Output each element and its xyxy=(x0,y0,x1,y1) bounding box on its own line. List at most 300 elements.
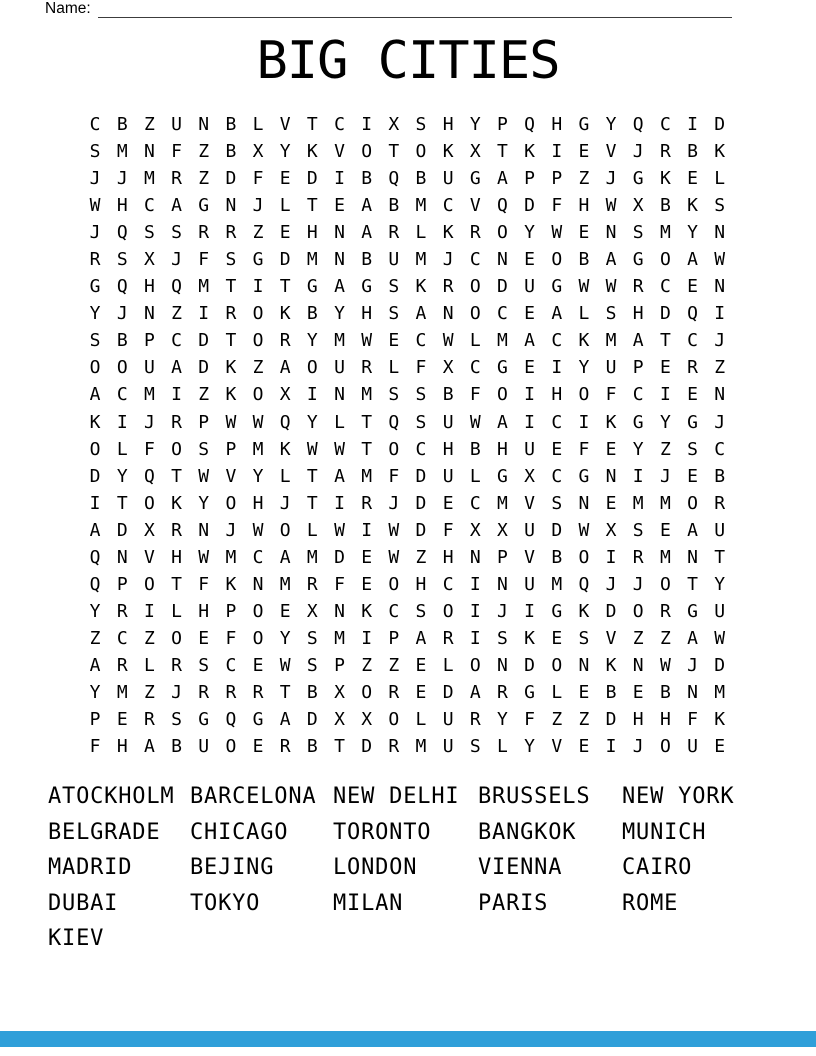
grid-letter[interactable]: Z xyxy=(252,357,264,379)
grid-letter[interactable]: A xyxy=(89,384,101,406)
grid-letter[interactable]: Z xyxy=(388,654,400,676)
grid-letter[interactable]: S xyxy=(171,222,182,244)
grid-letter[interactable]: V xyxy=(551,736,563,758)
grid-letter[interactable]: O xyxy=(388,438,400,460)
grid-letter[interactable]: A xyxy=(687,519,698,541)
grid-letter[interactable]: S xyxy=(415,114,427,135)
grid-letter[interactable]: S xyxy=(143,222,155,244)
grid-letter[interactable]: O xyxy=(171,627,182,649)
grid-letter[interactable]: U xyxy=(442,168,454,190)
grid-letter[interactable]: E xyxy=(551,627,563,649)
grid-letter[interactable]: C xyxy=(442,195,454,217)
grid-letter[interactable]: K xyxy=(714,709,726,731)
grid-letter[interactable]: M xyxy=(143,384,155,406)
grid-letter[interactable]: Y xyxy=(116,465,128,487)
grid-letter[interactable]: K xyxy=(306,141,318,163)
grid-letter[interactable]: P xyxy=(116,573,128,595)
grid-letter[interactable]: A xyxy=(361,222,373,244)
word-list-item[interactable]: BANGKOK xyxy=(478,819,577,845)
grid-letter[interactable]: R xyxy=(279,736,291,758)
grid-letter[interactable]: O xyxy=(551,249,563,271)
grid-letter[interactable]: Z xyxy=(659,438,671,460)
grid-letter[interactable]: O xyxy=(469,654,481,676)
grid-letter[interactable]: C xyxy=(388,600,400,622)
grid-letter[interactable]: T xyxy=(306,114,318,135)
grid-letter[interactable]: K xyxy=(225,573,237,595)
grid-letter[interactable]: U xyxy=(524,438,535,460)
grid-letter[interactable]: E xyxy=(659,357,671,379)
grid-letter[interactable]: R xyxy=(306,573,318,595)
grid-letter[interactable]: L xyxy=(551,681,563,703)
grid-letter[interactable]: B xyxy=(714,465,726,487)
grid-letter[interactable]: L xyxy=(469,465,481,487)
grid-letter[interactable]: C xyxy=(171,330,182,352)
grid-letter[interactable]: K xyxy=(415,276,427,298)
grid-letter[interactable]: B xyxy=(225,114,237,135)
grid-letter[interactable]: I xyxy=(524,411,535,433)
grid-letter[interactable]: I xyxy=(252,276,264,298)
grid-letter[interactable]: R xyxy=(659,141,671,163)
word-list-item[interactable]: LONDON xyxy=(333,855,418,881)
grid-letter[interactable]: F xyxy=(171,141,182,163)
grid-letter[interactable]: B xyxy=(171,736,182,758)
grid-letter[interactable]: W xyxy=(605,195,617,217)
grid-letter[interactable]: N xyxy=(714,222,726,244)
grid-letter[interactable]: L xyxy=(334,411,345,433)
grid-letter[interactable]: E xyxy=(687,168,698,190)
grid-letter[interactable]: C xyxy=(334,114,345,135)
grid-letter[interactable]: N xyxy=(497,573,508,595)
grid-letter[interactable]: Y xyxy=(89,600,101,622)
grid-letter[interactable]: T xyxy=(687,573,698,595)
grid-letter[interactable]: K xyxy=(279,438,291,460)
grid-letter[interactable]: R xyxy=(659,600,671,622)
grid-letter[interactable]: T xyxy=(279,681,291,703)
grid-letter[interactable]: D xyxy=(89,465,101,487)
grid-letter[interactable]: I xyxy=(361,519,373,541)
grid-letter[interactable]: A xyxy=(89,519,101,541)
word-list-item[interactable]: TORONTO xyxy=(333,819,432,845)
grid-letter[interactable]: G xyxy=(578,465,590,487)
grid-letter[interactable]: L xyxy=(415,222,427,244)
grid-letter[interactable]: V xyxy=(605,627,617,649)
grid-letter[interactable]: R xyxy=(361,357,373,379)
grid-letter[interactable]: H xyxy=(578,195,590,217)
grid-letter[interactable]: W xyxy=(551,222,563,244)
grid-letter[interactable]: N xyxy=(252,573,264,595)
grid-letter[interactable]: O xyxy=(252,600,264,622)
grid-letter[interactable]: E xyxy=(334,195,345,217)
grid-letter[interactable]: O xyxy=(252,627,264,649)
grid-letter[interactable]: E xyxy=(687,465,698,487)
grid-letter[interactable]: L xyxy=(279,195,291,217)
grid-letter[interactable]: F xyxy=(442,519,454,541)
grid-letter[interactable]: S xyxy=(388,384,400,406)
grid-letter[interactable]: M xyxy=(415,195,427,217)
grid-letter[interactable]: K xyxy=(524,141,535,163)
grid-letter[interactable]: E xyxy=(578,681,590,703)
grid-letter[interactable]: X xyxy=(143,249,155,271)
grid-letter[interactable]: W xyxy=(469,411,481,433)
grid-letter[interactable]: J xyxy=(143,411,155,433)
grid-letter[interactable]: H xyxy=(116,195,128,217)
grid-letter[interactable]: R xyxy=(252,681,264,703)
grid-letter[interactable]: L xyxy=(442,654,454,676)
name-blank-line[interactable] xyxy=(98,1,732,18)
grid-letter[interactable]: V xyxy=(279,114,291,135)
grid-letter[interactable]: J xyxy=(116,303,128,325)
grid-letter[interactable]: L xyxy=(497,736,508,758)
grid-letter[interactable]: K xyxy=(89,411,101,433)
grid-letter[interactable]: J xyxy=(171,249,182,271)
grid-letter[interactable]: F xyxy=(578,438,590,460)
grid-letter[interactable]: O xyxy=(361,681,373,703)
grid-letter[interactable]: M xyxy=(497,330,508,352)
grid-letter[interactable]: S xyxy=(388,276,400,298)
grid-letter[interactable]: Q xyxy=(116,222,128,244)
grid-letter[interactable]: Q xyxy=(89,546,101,568)
grid-letter[interactable]: W xyxy=(578,519,590,541)
grid-letter[interactable]: B xyxy=(578,249,590,271)
grid-letter[interactable]: I xyxy=(524,600,535,622)
grid-letter[interactable]: C xyxy=(143,195,155,217)
grid-letter[interactable]: C xyxy=(415,438,427,460)
grid-letter[interactable]: E xyxy=(578,736,590,758)
grid-letter[interactable]: V xyxy=(469,195,481,217)
grid-letter[interactable]: J xyxy=(605,168,617,190)
grid-letter[interactable]: T xyxy=(388,141,400,163)
grid-letter[interactable]: B xyxy=(361,249,373,271)
grid-letter[interactable]: I xyxy=(659,384,671,406)
grid-letter[interactable]: J xyxy=(714,411,726,433)
grid-letter[interactable]: O xyxy=(279,519,291,541)
grid-letter[interactable]: Q xyxy=(89,573,101,595)
grid-letter[interactable]: H xyxy=(442,438,454,460)
grid-letter[interactable]: D xyxy=(198,330,210,352)
grid-letter[interactable]: U xyxy=(524,519,535,541)
grid-letter[interactable]: C xyxy=(659,276,671,298)
grid-letter[interactable]: O xyxy=(442,600,454,622)
grid-letter[interactable]: Y xyxy=(89,303,101,325)
grid-letter[interactable]: Y xyxy=(578,357,590,379)
grid-letter[interactable]: N xyxy=(334,600,345,622)
grid-letter[interactable]: R xyxy=(143,709,155,731)
grid-letter[interactable]: I xyxy=(605,546,617,568)
grid-letter[interactable]: G xyxy=(578,114,590,135)
grid-letter[interactable]: N xyxy=(116,546,128,568)
grid-letter[interactable]: K xyxy=(605,654,617,676)
grid-letter[interactable]: Z xyxy=(198,384,210,406)
grid-letter[interactable]: D xyxy=(497,276,508,298)
grid-letter[interactable]: O xyxy=(252,303,264,325)
word-list-item[interactable]: BEJING xyxy=(190,855,275,881)
grid-letter[interactable]: S xyxy=(89,330,101,352)
grid-letter[interactable]: A xyxy=(687,627,698,649)
grid-letter[interactable]: R xyxy=(171,519,182,541)
grid-letter[interactable]: U xyxy=(334,357,345,379)
grid-letter[interactable]: D xyxy=(306,709,318,731)
grid-letter[interactable]: L xyxy=(388,357,400,379)
grid-letter[interactable]: O xyxy=(659,573,671,595)
grid-letter[interactable]: R xyxy=(388,736,400,758)
grid-letter[interactable]: O xyxy=(306,357,318,379)
grid-letter[interactable]: F xyxy=(198,249,210,271)
grid-letter[interactable]: M xyxy=(252,438,264,460)
grid-letter[interactable]: Y xyxy=(632,438,644,460)
grid-letter[interactable]: X xyxy=(306,600,318,622)
grid-letter[interactable]: J xyxy=(632,141,644,163)
grid-letter[interactable]: B xyxy=(306,303,318,325)
grid-letter[interactable]: U xyxy=(687,736,698,758)
grid-letter[interactable]: K xyxy=(578,600,590,622)
grid-letter[interactable]: N xyxy=(497,249,508,271)
grid-letter[interactable]: Y xyxy=(306,411,318,433)
grid-letter[interactable]: X xyxy=(469,141,481,163)
grid-letter[interactable]: W xyxy=(361,330,373,352)
grid-letter[interactable]: E xyxy=(415,681,427,703)
grid-letter[interactable]: E xyxy=(605,438,617,460)
grid-letter[interactable]: I xyxy=(551,141,563,163)
grid-letter[interactable]: M xyxy=(551,573,563,595)
grid-letter[interactable]: S xyxy=(116,249,128,271)
grid-letter[interactable]: R xyxy=(361,492,373,514)
grid-letter[interactable]: O xyxy=(225,492,237,514)
word-list-item[interactable]: ROME xyxy=(622,890,679,916)
grid-letter[interactable]: B xyxy=(116,114,128,135)
grid-letter[interactable]: Q xyxy=(171,276,182,298)
grid-letter[interactable]: I xyxy=(578,411,590,433)
grid-letter[interactable]: U xyxy=(171,114,182,135)
grid-letter[interactable]: F xyxy=(388,465,400,487)
grid-letter[interactable]: B xyxy=(225,141,237,163)
grid-letter[interactable]: D xyxy=(279,249,291,271)
grid-letter[interactable]: O xyxy=(143,573,155,595)
grid-letter[interactable]: N xyxy=(334,249,345,271)
grid-letter[interactable]: O xyxy=(89,357,101,379)
grid-letter[interactable]: W xyxy=(659,654,671,676)
grid-letter[interactable]: B xyxy=(442,384,454,406)
grid-letter[interactable]: G xyxy=(497,465,508,487)
grid-letter[interactable]: X xyxy=(279,384,291,406)
grid-letter[interactable]: J xyxy=(687,654,698,676)
grid-letter[interactable]: D xyxy=(415,492,427,514)
grid-letter[interactable]: T xyxy=(306,465,318,487)
grid-letter[interactable]: R xyxy=(225,303,237,325)
grid-letter[interactable]: Z xyxy=(143,681,155,703)
grid-letter[interactable]: W xyxy=(198,546,210,568)
grid-letter[interactable]: W xyxy=(198,465,210,487)
grid-letter[interactable]: Y xyxy=(524,222,535,244)
word-list-item[interactable]: BELGRADE xyxy=(48,819,161,845)
grid-letter[interactable]: J xyxy=(442,249,454,271)
grid-letter[interactable]: X xyxy=(442,357,454,379)
grid-letter[interactable]: W xyxy=(714,249,726,271)
grid-letter[interactable]: Z xyxy=(415,546,427,568)
grid-letter[interactable]: N xyxy=(714,384,726,406)
grid-letter[interactable]: G xyxy=(198,709,210,731)
grid-letter[interactable]: B xyxy=(469,438,481,460)
grid-letter[interactable]: J xyxy=(632,736,644,758)
grid-letter[interactable]: O xyxy=(225,736,237,758)
grid-letter[interactable]: M xyxy=(659,222,671,244)
grid-letter[interactable]: I xyxy=(171,384,182,406)
grid-letter[interactable]: T xyxy=(361,411,373,433)
grid-letter[interactable]: M xyxy=(116,681,128,703)
grid-letter[interactable]: J xyxy=(225,519,237,541)
grid-letter[interactable]: R xyxy=(388,222,400,244)
grid-letter[interactable]: X xyxy=(497,519,508,541)
grid-letter[interactable]: J xyxy=(632,573,644,595)
grid-letter[interactable]: M xyxy=(225,546,237,568)
grid-letter[interactable]: L xyxy=(252,114,264,135)
grid-letter[interactable]: U xyxy=(442,736,454,758)
grid-letter[interactable]: O xyxy=(171,438,182,460)
grid-letter[interactable]: D xyxy=(524,654,535,676)
grid-letter[interactable]: A xyxy=(171,357,182,379)
grid-letter[interactable]: I xyxy=(361,627,373,649)
grid-letter[interactable]: U xyxy=(714,519,726,541)
word-list-item[interactable]: BARCELONA xyxy=(190,784,317,809)
grid-letter[interactable]: C xyxy=(442,573,454,595)
grid-letter[interactable]: C xyxy=(551,330,563,352)
grid-letter[interactable]: D xyxy=(415,465,427,487)
grid-letter[interactable]: H xyxy=(659,709,671,731)
grid-letter[interactable]: F xyxy=(551,195,563,217)
grid-letter[interactable]: B xyxy=(388,195,400,217)
grid-letter[interactable]: R xyxy=(171,654,182,676)
grid-letter[interactable]: E xyxy=(279,168,291,190)
grid-letter[interactable]: T xyxy=(306,492,318,514)
grid-letter[interactable]: R xyxy=(442,627,454,649)
grid-letter[interactable]: B xyxy=(415,168,427,190)
grid-letter[interactable]: O xyxy=(116,357,128,379)
grid-letter[interactable]: U xyxy=(714,600,726,622)
grid-letter[interactable]: Y xyxy=(306,330,318,352)
grid-letter[interactable]: I xyxy=(334,168,345,190)
grid-letter[interactable]: U xyxy=(442,411,454,433)
grid-letter[interactable]: B xyxy=(551,546,563,568)
grid-letter[interactable]: I xyxy=(551,357,563,379)
grid-letter[interactable]: O xyxy=(497,222,508,244)
grid-letter[interactable]: Y xyxy=(89,681,101,703)
grid-letter[interactable]: B xyxy=(659,195,671,217)
grid-letter[interactable]: J xyxy=(388,492,400,514)
grid-letter[interactable]: E xyxy=(279,600,291,622)
grid-letter[interactable]: J xyxy=(279,492,291,514)
grid-letter[interactable]: E xyxy=(388,330,400,352)
grid-letter[interactable]: O xyxy=(469,303,481,325)
grid-letter[interactable]: E xyxy=(524,303,535,325)
grid-letter[interactable]: S xyxy=(198,654,210,676)
grid-letter[interactable]: O xyxy=(415,141,427,163)
grid-letter[interactable]: Q xyxy=(116,276,128,298)
grid-letter[interactable]: F xyxy=(89,736,101,758)
grid-letter[interactable]: W xyxy=(442,330,454,352)
grid-letter[interactable]: F xyxy=(469,384,481,406)
grid-letter[interactable]: O xyxy=(469,276,481,298)
grid-letter[interactable]: R xyxy=(632,276,644,298)
grid-letter[interactable]: S xyxy=(605,303,617,325)
grid-letter[interactable]: A xyxy=(361,195,373,217)
grid-letter[interactable]: O xyxy=(578,546,590,568)
grid-letter[interactable]: T xyxy=(334,736,345,758)
grid-letter[interactable]: V xyxy=(334,141,345,163)
grid-letter[interactable]: Z xyxy=(143,114,155,135)
grid-letter[interactable]: M xyxy=(279,573,291,595)
grid-letter[interactable]: R xyxy=(171,168,182,190)
grid-letter[interactable]: P xyxy=(497,114,508,135)
grid-letter[interactable]: E xyxy=(415,654,427,676)
grid-letter[interactable]: A xyxy=(551,303,563,325)
grid-letter[interactable]: Z xyxy=(143,627,155,649)
grid-letter[interactable]: A xyxy=(279,709,291,731)
grid-letter[interactable]: V xyxy=(225,465,237,487)
grid-letter[interactable]: R xyxy=(225,681,237,703)
grid-letter[interactable]: F xyxy=(334,573,345,595)
grid-letter[interactable]: I xyxy=(306,384,318,406)
grid-letter[interactable]: B xyxy=(659,681,671,703)
grid-letter[interactable]: Y xyxy=(279,627,291,649)
grid-letter[interactable]: H xyxy=(415,573,427,595)
grid-letter[interactable]: R xyxy=(171,411,182,433)
grid-letter[interactable]: H xyxy=(442,114,454,135)
grid-letter[interactable]: F xyxy=(524,709,535,731)
grid-letter[interactable]: X xyxy=(334,681,345,703)
grid-letter[interactable]: R xyxy=(279,330,291,352)
grid-letter[interactable]: D xyxy=(198,357,210,379)
grid-letter[interactable]: O xyxy=(143,492,155,514)
grid-letter[interactable]: M xyxy=(497,492,508,514)
grid-letter[interactable]: W xyxy=(306,438,318,460)
grid-letter[interactable]: O xyxy=(659,736,671,758)
grid-letter[interactable]: B xyxy=(361,168,373,190)
grid-letter[interactable]: I xyxy=(469,600,481,622)
grid-letter[interactable]: S xyxy=(415,411,427,433)
grid-letter[interactable]: T xyxy=(497,141,508,163)
grid-letter[interactable]: M xyxy=(116,141,128,163)
grid-letter[interactable]: U xyxy=(143,357,155,379)
grid-letter[interactable]: N xyxy=(198,114,210,135)
grid-letter[interactable]: U xyxy=(388,249,400,271)
grid-letter[interactable]: X xyxy=(143,519,155,541)
grid-letter[interactable]: L xyxy=(469,330,481,352)
grid-letter[interactable]: R xyxy=(469,222,481,244)
grid-letter[interactable]: C xyxy=(687,330,698,352)
grid-letter[interactable]: O xyxy=(659,249,671,271)
grid-letter[interactable]: T xyxy=(225,276,237,298)
grid-letter[interactable]: R xyxy=(225,222,237,244)
grid-letter[interactable]: L xyxy=(714,168,726,190)
grid-letter[interactable]: Q xyxy=(225,709,237,731)
grid-letter[interactable]: K xyxy=(442,141,454,163)
grid-letter[interactable]: C xyxy=(469,492,481,514)
grid-letter[interactable]: Z xyxy=(714,357,726,379)
grid-letter[interactable]: C xyxy=(89,114,101,135)
grid-letter[interactable]: O xyxy=(497,384,508,406)
grid-letter[interactable]: Q xyxy=(388,168,400,190)
grid-letter[interactable]: E xyxy=(361,546,373,568)
grid-letter[interactable]: J xyxy=(116,168,128,190)
grid-letter[interactable]: C xyxy=(116,384,128,406)
grid-letter[interactable]: I xyxy=(524,384,535,406)
grid-letter[interactable]: B xyxy=(687,141,698,163)
grid-letter[interactable]: S xyxy=(225,249,237,271)
grid-letter[interactable]: Z xyxy=(171,303,182,325)
grid-letter[interactable]: M xyxy=(143,168,155,190)
grid-letter[interactable]: N xyxy=(442,303,454,325)
grid-letter[interactable]: T xyxy=(171,465,182,487)
grid-letter[interactable]: X xyxy=(469,519,481,541)
